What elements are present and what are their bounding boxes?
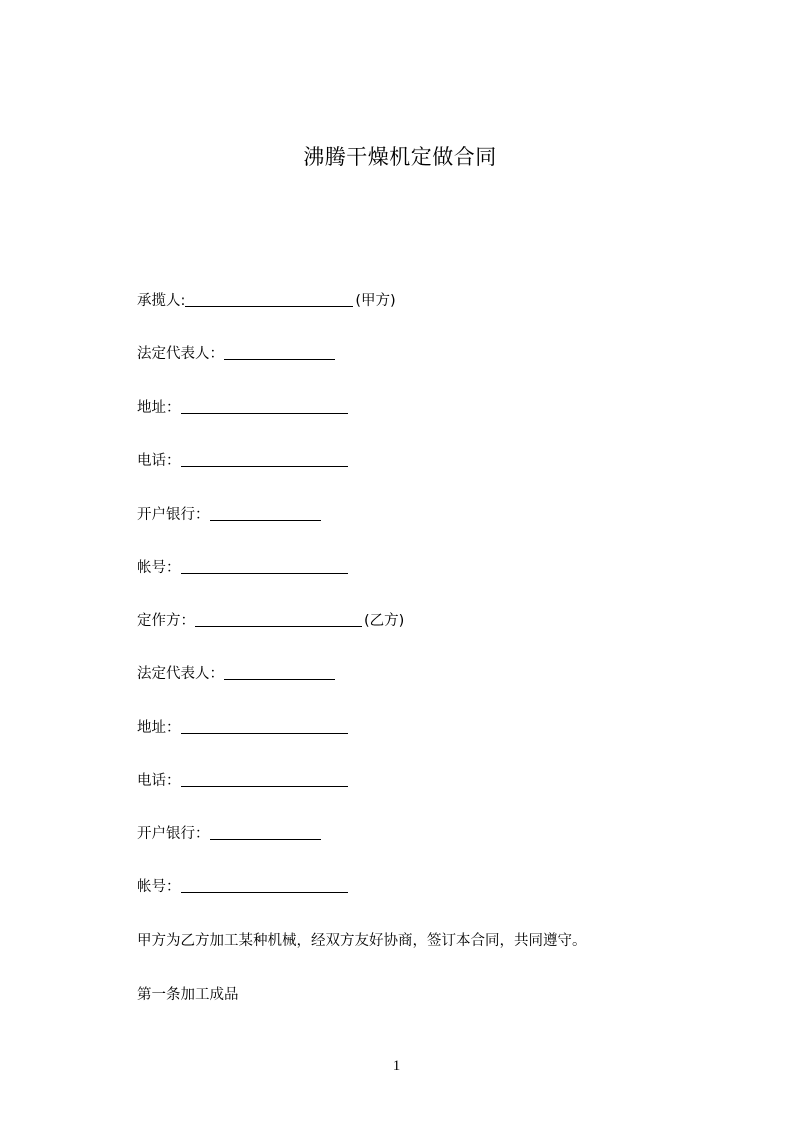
party-b-address-line bbox=[137, 718, 348, 738]
party-a-contractor-blank bbox=[185, 292, 353, 307]
party-b-legal-rep-blank bbox=[224, 665, 335, 680]
intro-paragraph: 甲方为乙方加工某种机械，经双方友好协商，签订本合同，共同遵守。 bbox=[137, 933, 587, 949]
party-a-contractor-label: 承揽人: bbox=[137, 293, 186, 309]
party-a-legal-rep-blank bbox=[224, 345, 335, 360]
party-a-account-line bbox=[137, 558, 348, 578]
party-b-orderer-line bbox=[137, 611, 404, 631]
party-b-phone-label: 电话： bbox=[137, 773, 181, 789]
party-b-account-label: 帐号： bbox=[137, 879, 181, 895]
party-a-bank-blank bbox=[210, 506, 321, 521]
party-b-account-line bbox=[137, 877, 348, 897]
party-a-legal-rep-label: 法定代表人： bbox=[137, 346, 224, 362]
party-a-bank-label: 开户银行： bbox=[137, 507, 210, 523]
party-b-legal-rep-line bbox=[137, 664, 335, 684]
party-b-bank-line bbox=[137, 824, 321, 844]
party-a-bank-line bbox=[137, 505, 321, 525]
article-1-heading: 第一条加工成品 bbox=[137, 987, 239, 1003]
party-a-address-blank bbox=[181, 399, 348, 414]
party-a-role-label: (甲方) bbox=[355, 293, 396, 309]
party-a-phone-line bbox=[137, 451, 348, 471]
party-a-account-blank bbox=[181, 559, 348, 574]
party-a-phone-blank bbox=[181, 452, 348, 467]
party-b-phone-line bbox=[137, 771, 348, 791]
party-a-address-line bbox=[137, 398, 348, 418]
party-b-bank-blank bbox=[210, 825, 321, 840]
party-a-phone-label: 电话： bbox=[137, 453, 181, 469]
party-b-account-blank bbox=[181, 878, 348, 893]
party-a-contractor-line bbox=[137, 291, 396, 311]
party-a-legal-rep-line bbox=[137, 344, 335, 364]
party-a-address-label: 地址： bbox=[137, 400, 181, 416]
document-title: 沸腾干燥机定做合同 bbox=[303, 145, 497, 169]
party-b-role-label: (乙方) bbox=[364, 613, 405, 629]
party-b-bank-label: 开户银行： bbox=[137, 826, 210, 842]
party-b-orderer-label: 定作方： bbox=[137, 613, 195, 629]
party-b-legal-rep-label: 法定代表人： bbox=[137, 666, 224, 682]
party-b-address-blank bbox=[181, 719, 348, 734]
party-b-address-label: 地址： bbox=[137, 720, 181, 736]
party-b-phone-blank bbox=[181, 772, 348, 787]
page-number: 1 bbox=[392, 1058, 401, 1074]
party-a-account-label: 帐号： bbox=[137, 560, 181, 576]
party-b-orderer-blank bbox=[195, 612, 362, 627]
